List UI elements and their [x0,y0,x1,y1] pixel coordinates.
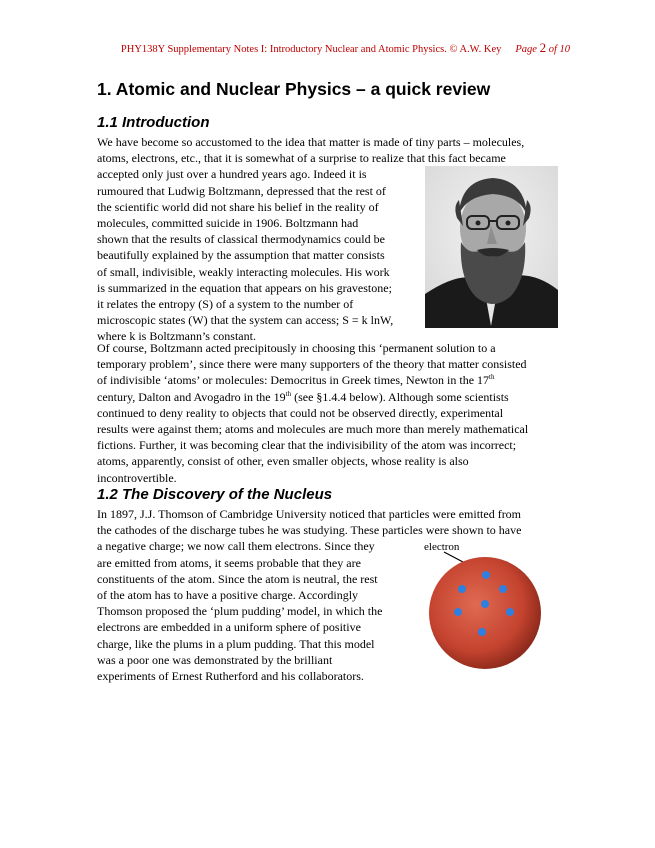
text-line: of small, indivisible, weakly interacting molecules. His work [97,264,390,279]
boltzmann-portrait [425,166,558,328]
electron-dot [478,628,486,636]
electron-dot [454,608,462,616]
text-line: molecules, committed suicide in 1906. Boltzmann had [97,216,359,231]
text-line: of the atom has to have a positive charge. Accordingly [97,588,359,603]
text-line: electrons are embedded in a uniform sphere of positive [97,620,361,635]
text-line: charge, like the plums in a plum pudding. That this model [97,636,375,651]
electron-label: electron [424,541,460,553]
plum-pudding-diagram [418,538,548,673]
second-paragraph: Of course, Boltzmann acted precipitously in choosing this ‘permanent solution to a temporary problem’, since there were many supporters of the theory that matter consisted of indivisible ‘atoms’ or molecules: Democritus in Greek times, Newton in the 17th century, Dalton and Avogadro in the 19th (see §1.4.4 below). Although some scientists continued to deny reality to objects that could not be observed directly, experimental results were against them; atoms and molecules are much more than merely mathematical fictions. Further, it was becoming clear that the indivisibility of the atom was incorrect; atoms, apparently, consist of other, even smaller objects, whose reality is also incontrovertible. [97,341,529,485]
text-line: microscopic states (W) that the system can access; S = k lnW, [97,313,394,328]
text-line: the cathodes of the discharge tubes he was studying. These particles were shown to have [97,523,522,538]
text-line: it relates the entropy (S) of a system to the number of [97,297,354,312]
text-line: a negative charge; we now call them electrons. Since they [97,539,375,554]
text-line: We have become so accustomed to the idea that matter is made of tiny parts – molecules, [97,135,525,149]
running-header [0,40,570,56]
electron-dot [481,600,489,608]
text-line: is summarized in the equation that appears on his gravestone; [97,280,392,295]
electron-dot [458,585,466,593]
text-line: atoms, electrons, etc., that it is somewhat of a surprise to realize that this fact became [97,151,506,166]
subsection-title-introduction: 1.1 Introduction [97,114,210,131]
text-line: are emitted from atoms, it seems probable that they are [97,555,361,570]
text-line: was a poor one was demonstrated by the brilliant [97,652,333,667]
text-line: Thomson proposed the ‘plum pudding’ model, in which the [97,604,383,619]
text-line: rumoured that Ludwig Boltzmann, depressed that the rest of [97,183,386,198]
text-line: experiments of Ernest Rutherford and his collaborators. [97,669,364,684]
page-number: Page 2 of 10 [515,40,570,55]
electron-dot [482,571,490,579]
text-line: the scientific world did not share his belief in the reality of [97,199,379,214]
text-line: shown that the results of classical thermodynamics could be [97,232,385,247]
electron-dot [499,585,507,593]
subsection-title-discovery: 1.2 The Discovery of the Nucleus [97,486,333,503]
text-line: beautifully explained by the assumption that matter consists [97,248,385,263]
text-line: constituents of the atom. Since the atom is neutral, the rest [97,571,378,586]
text-line: accepted only just over a hundred years ago. Indeed it is [97,167,367,182]
running-title: PHY138Y Supplementary Notes I: Introductory Nuclear and Atomic Physics. © A.W. Key [120,44,502,55]
electron-dot [506,608,514,616]
section-title: 1. Atomic and Nuclear Physics – a quick review [97,79,491,99]
text-line: where k is Boltzmann’s constant. [97,329,256,344]
text-line: In 1897, J.J. Thomson of Cambridge University noticed that particles were emitted from [97,507,522,521]
